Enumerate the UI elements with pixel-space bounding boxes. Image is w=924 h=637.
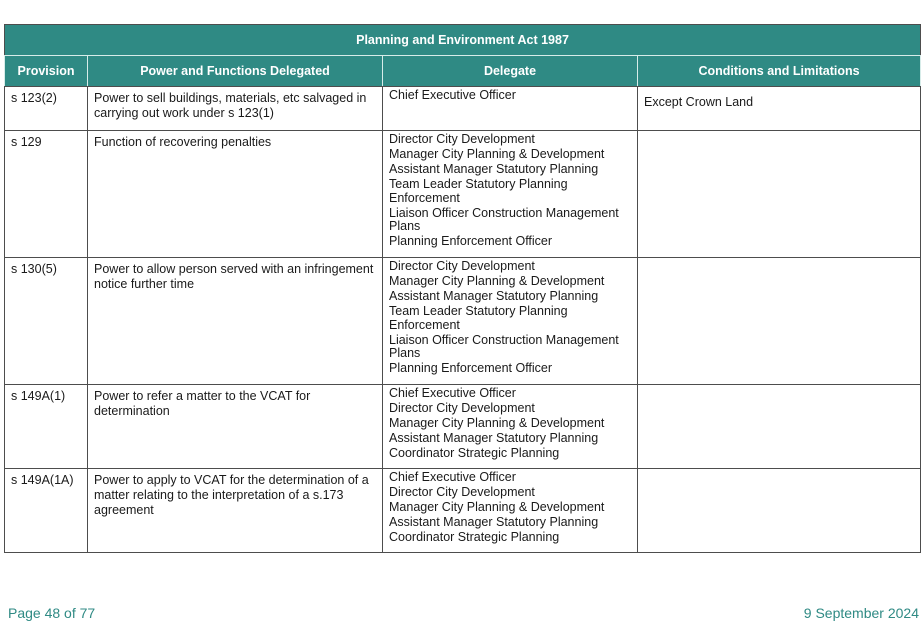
delegate-item: Assistant Manager Statutory Planning	[389, 431, 599, 445]
provision-cell: s 130(5)	[5, 258, 88, 385]
delegate-item: Director City Development	[389, 259, 535, 273]
conditions-cell	[638, 258, 921, 385]
delegate-cell	[383, 131, 638, 258]
delegate-item: Manager City Planning & Development	[389, 500, 605, 514]
table-row	[5, 258, 921, 385]
delegate-cell	[383, 385, 638, 469]
column-header-delegate: Delegate	[383, 56, 638, 87]
table-row	[5, 469, 921, 553]
power-cell: Function of recovering penalties	[88, 131, 383, 258]
delegate-item: Director City Development	[389, 401, 535, 415]
delegate-item: Team Leader Statutory Planning Enforcement	[389, 304, 568, 332]
table-header-row	[5, 56, 921, 87]
table-row	[5, 131, 921, 258]
delegate-item: Assistant Manager Statutory Planning	[389, 162, 599, 176]
power-cell: Power to allow person served with an infringement notice further time	[88, 258, 383, 385]
delegation-table	[4, 24, 921, 553]
delegate-item: Coordinator Strategic Planning	[389, 446, 560, 460]
delegate-item: Chief Executive Officer	[389, 386, 516, 400]
delegate-cell	[383, 87, 638, 131]
conditions-cell	[638, 131, 921, 258]
provision-cell: s 149A(1A)	[5, 469, 88, 553]
column-header-provision: Provision	[5, 56, 88, 87]
delegate-item: Planning Enforcement Officer	[389, 361, 553, 375]
document-date: 9 September 2024	[803, 605, 919, 621]
delegate-cell	[383, 258, 638, 385]
conditions-cell	[638, 385, 921, 469]
delegate-cell	[383, 469, 638, 553]
table-row	[5, 385, 921, 469]
delegate-item: Chief Executive Officer	[389, 88, 516, 102]
delegate-item: Planning Enforcement Officer	[389, 234, 553, 248]
power-cell: Power to refer a matter to the VCAT for determination	[88, 385, 383, 469]
power-cell: Power to apply to VCAT for the determination of a matter relating to the interpretation of a s.173 agreement	[88, 469, 383, 553]
conditions-cell: Except Crown Land	[638, 87, 921, 131]
delegate-item: Liaison Officer Construction Management Plans	[389, 332, 619, 360]
delegate-item: Chief Executive Officer	[389, 470, 516, 484]
column-header-power: Power and Functions Delegated	[88, 56, 383, 87]
table-title-row	[5, 25, 921, 56]
column-header-conditions: Conditions and Limitations	[638, 56, 921, 87]
table-title: Planning and Environment Act 1987	[5, 25, 921, 56]
provision-cell: s 123(2)	[5, 87, 88, 131]
provision-cell: s 129	[5, 131, 88, 258]
provision-cell: s 149A(1)	[5, 385, 88, 469]
delegate-item: Assistant Manager Statutory Planning	[389, 289, 599, 303]
table-row	[5, 87, 921, 131]
delegate-item: Manager City Planning & Development	[389, 274, 605, 288]
delegate-item: Director City Development	[389, 485, 535, 499]
delegate-item: Coordinator Strategic Planning	[389, 530, 560, 544]
conditions-cell	[638, 469, 921, 553]
delegate-item: Manager City Planning & Development	[389, 147, 605, 161]
delegate-item: Assistant Manager Statutory Planning	[389, 515, 599, 529]
power-cell: Power to sell buildings, materials, etc salvaged in carrying out work under s 123(1)	[88, 87, 383, 131]
page-number: Page 48 of 77	[8, 605, 96, 621]
delegate-item: Manager City Planning & Development	[389, 416, 605, 430]
delegate-item: Director City Development	[389, 132, 535, 146]
delegate-item: Team Leader Statutory Planning Enforcement	[389, 177, 568, 205]
delegate-item: Liaison Officer Construction Management Plans	[389, 205, 619, 233]
